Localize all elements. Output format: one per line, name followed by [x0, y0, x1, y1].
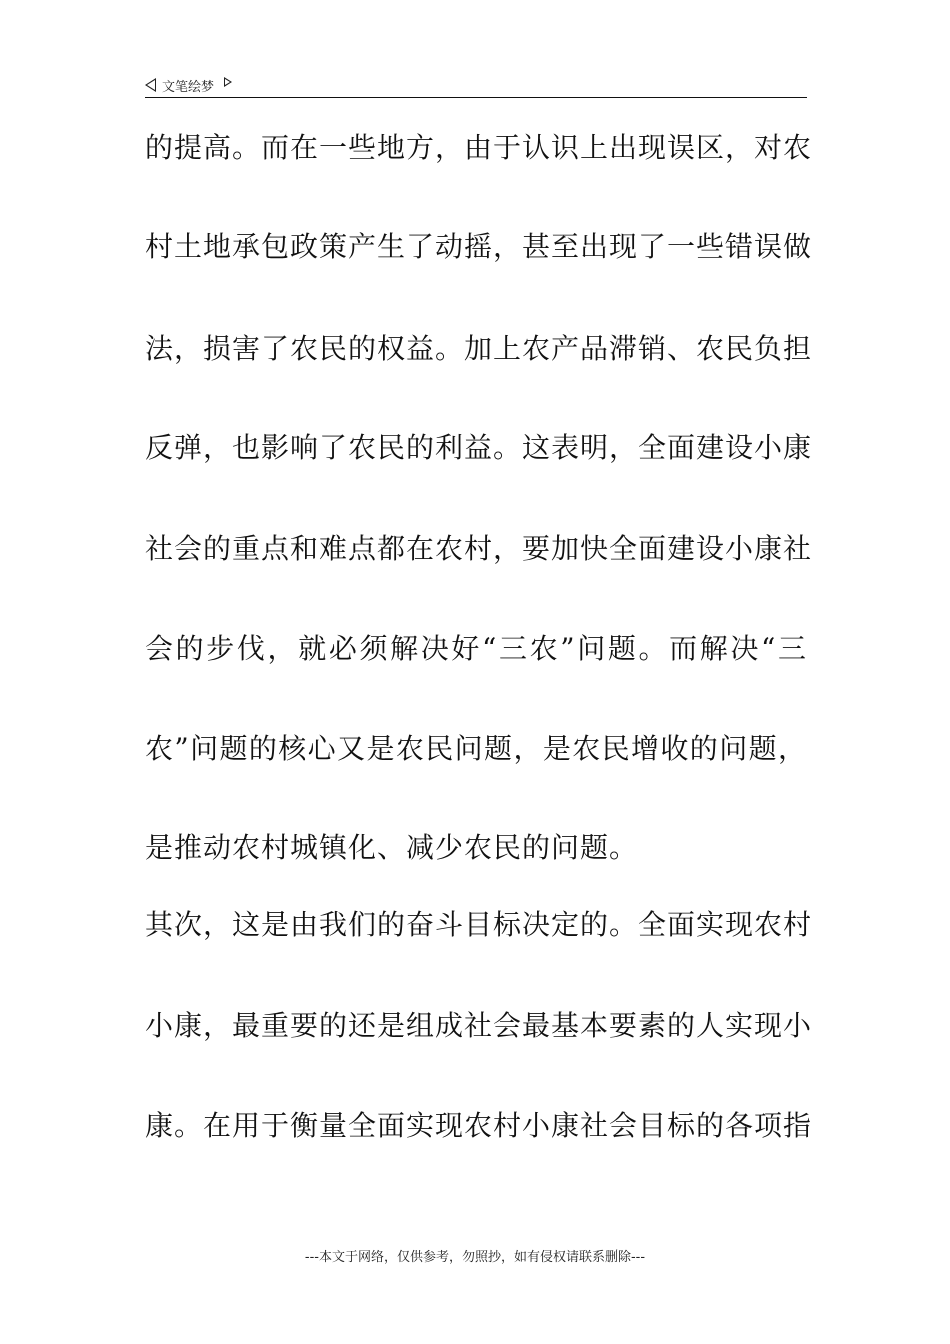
footer-notice: ---本文于网络，仅供参考，勿照抄，如有侵权请联系删除--- [304, 1250, 646, 1265]
text-line: 农”问题的核心又是农民问题，是农民增收的问题， [145, 732, 807, 765]
text-line: 小康，最重要的还是组成社会最基本要素的人实现小 [145, 1009, 813, 1042]
text-line: 社会的重点和难点都在农村，要加快全面建设小康社 [145, 532, 813, 565]
triangle-right-icon [224, 77, 232, 87]
text-line: 是推动农村城镇化、减少农民的问题。 [145, 831, 639, 864]
text-line: 其次，这是由我们的奋斗目标决定的。全面实现农村 [145, 908, 813, 941]
text-line: 法，损害了农民的权益。加上农产品滞销、农民负担 [145, 332, 813, 365]
text-line: 村土地承包政策产生了动摇，甚至出现了一些错误做 [145, 230, 813, 263]
header-divider [145, 97, 807, 98]
text-line: 康。在用于衡量全面实现农村小康社会目标的各项指 [145, 1109, 813, 1142]
text-line: 反弹，也影响了农民的利益。这表明，全面建设小康 [145, 431, 813, 464]
text-line: 的提高。而在一些地方，由于认识上出现误区，对农 [145, 131, 813, 164]
header-title: 文笔绘梦 [162, 79, 215, 95]
text-line: 会的步伐，就必须解决好“三农”问题。而解决“三 [145, 632, 807, 665]
page-header [145, 74, 807, 96]
triangle-left-icon [145, 78, 156, 92]
